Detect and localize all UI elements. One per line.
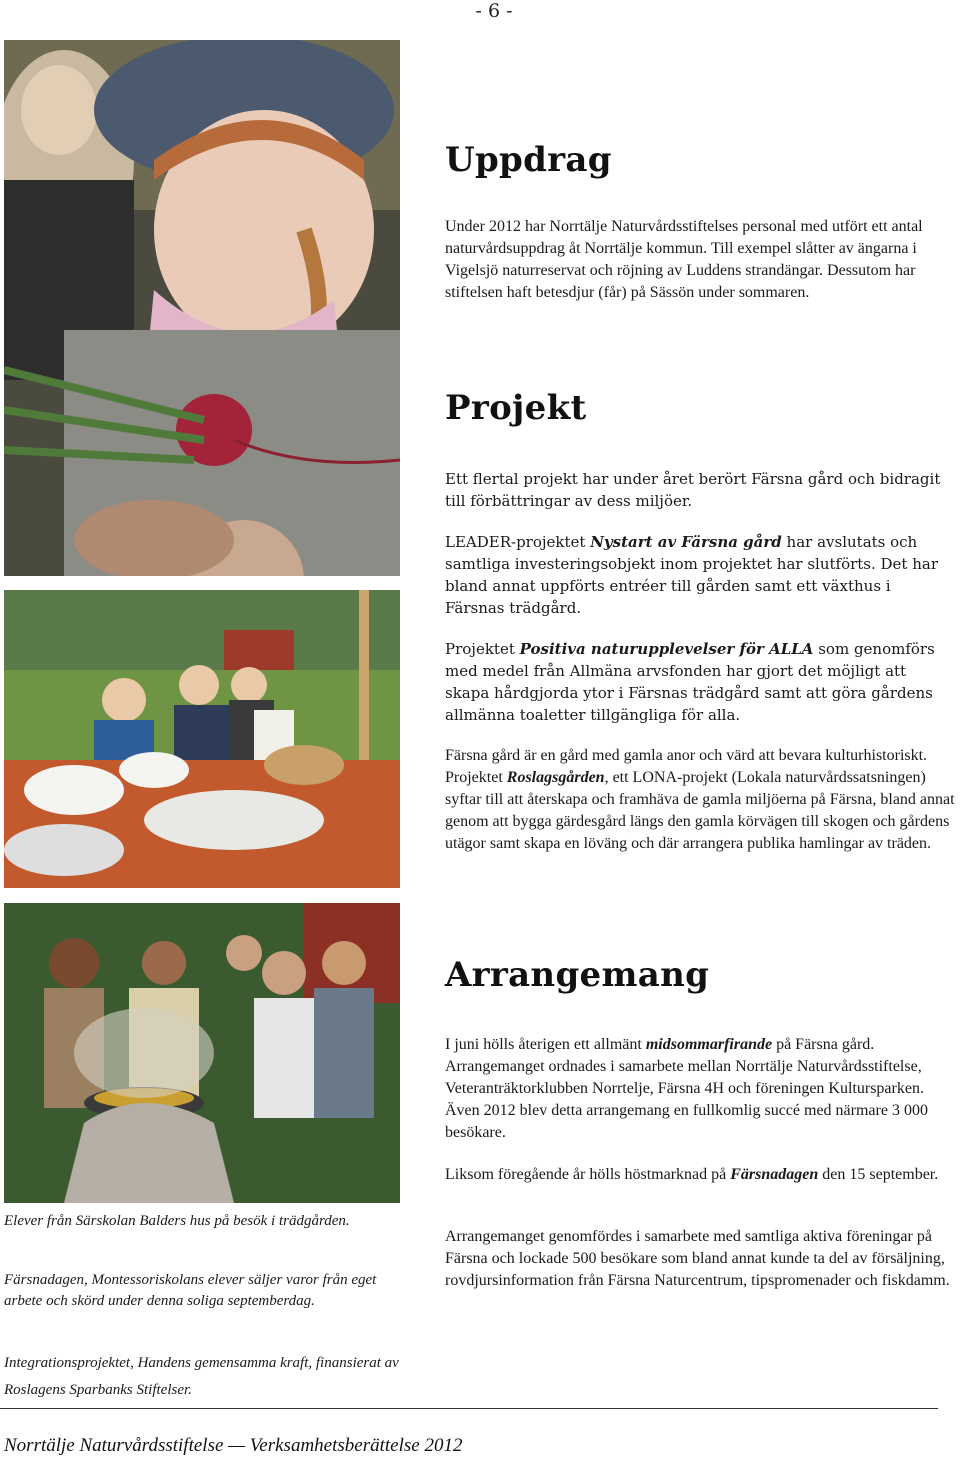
arrangemang-p1-prefix: I juni hölls återigen ett allmänt <box>445 1036 646 1053</box>
projekt-paragraph-2 <box>445 531 950 619</box>
projekt-paragraph-1: Ett flertal projekt har under året berört Färsna gård och bidragit till förbättringar av dess miljöer. <box>445 470 941 510</box>
projekt-p2-suffix: har avslutats och samtliga investeringsobjekt inom projektet har slutförts. Det har bland annat uppförts entréer till gården samt ett växthus i Färsnas trädgård. <box>445 533 939 617</box>
projekt-p3-prefix: Projektet <box>445 640 520 658</box>
photo-caption-2: Färsnadagen, Montessoriskolans elever säljer varor från eget arbete och skörd under denna soliga septemberdag. <box>4 1272 377 1309</box>
uppdrag-text: Under 2012 har Norrtälje Naturvårdsstiftelses personal med utfört ett antal naturvårdsuppdrag åt Norrtälje kommun. Till exempel slåtter av ängarna i Vigelsjö naturreservat och röjning av Luddens strandängar. Dessutom har stiftelsen haft betesdjur (får) på Sässön under sommaren. <box>445 218 923 301</box>
project-name-nystart: Nystart av Färsna gård <box>590 533 782 551</box>
section-title-uppdrag: Uppdrag <box>445 140 612 180</box>
projekt-paragraph-3 <box>445 638 950 726</box>
photo-caption-1: Elever från Särskolan Balders hus på besök i trädgården. <box>4 1213 350 1229</box>
arrangemang-p1-suffix: på Färsna gård. Arrangemanget ordnades i samarbete mellan Norrtälje Naturvårdsstiftelse, Veteranträktorklubben Norrtelje, Färsna 4H och föreningen Kultursparken. Även 2012 blev detta arrangemang en fullkomlig succé med närmare 3 000 besökare. <box>445 1036 928 1141</box>
projekt-p2-prefix: LEADER-projektet <box>445 533 591 551</box>
project-name-roslagsgarden: Roslagsgården <box>506 769 605 786</box>
arrangemang-paragraph-2 <box>445 1164 955 1186</box>
projekt-p4-prefix: Färsna gård är en gård med gamla anor och värd att bevara kulturhistoriskt. Projektet <box>445 747 928 786</box>
arrangemang-paragraph-3: Arrangemanget genomfördes i samarbete med samtliga aktiva föreningar på Färsna och lockade 500 besökare som bland annat kunde ta del av försäljning, rovdjursinformation från Färsna Naturcentrum, tipspromenader och fiskdamm. <box>445 1228 950 1289</box>
footer-divider <box>0 1408 938 1409</box>
footer-text: Norrtälje Naturvårdsstiftelse — Verksamhetsberättelse 2012 <box>4 1435 463 1456</box>
page-number: - 6 - <box>475 0 513 22</box>
section-title-arrangemang: Arrangemang <box>445 955 710 995</box>
projekt-p3-suffix: som genomförs med medel från Allmäna arvsfonden har gjort det möjligt att skapa hårdgjorda ytor i Färsnas trädgård samt att göra gårdens allmänna toaletter tillgängliga för alla. <box>445 640 935 724</box>
arrangemang-p2-suffix: den 15 september. <box>818 1166 939 1183</box>
arrangemang-p2-prefix: Liksom föregående år hölls höstmarknad på <box>445 1166 731 1183</box>
children-selling-produce-photo <box>4 590 400 888</box>
photo-caption-3: Integrationsprojektet, Handens gemensamma kraft, finansierat av Roslagens Sparbanks Stiftelser. <box>4 1355 399 1398</box>
section-title-projekt: Projekt <box>445 388 587 428</box>
event-name-farsnadagen: Färsnadagen <box>730 1166 819 1183</box>
girl-with-beets-photo <box>4 40 400 576</box>
project-name-positiva: Positiva naturupplevelser för ALLA <box>519 640 814 658</box>
arrangemang-paragraph-1 <box>445 1034 960 1144</box>
projekt-p4-suffix: , ett LONA-projekt (Lokala naturvårdssatsningen) syftar till att återskapa och framhäva de gamla miljöerna på Färsna, bland annat genom att bygga gärdesgård längs den gamla körvägen till skogen och gårdens utägor samt skapa en löväng och där arrangera publika hamlingar av träden. <box>445 769 955 852</box>
projekt-paragraph-4 <box>445 745 960 855</box>
women-cooking-outdoors-photo <box>4 903 400 1203</box>
event-name-midsommarfirande: midsommarfirande <box>645 1036 773 1053</box>
